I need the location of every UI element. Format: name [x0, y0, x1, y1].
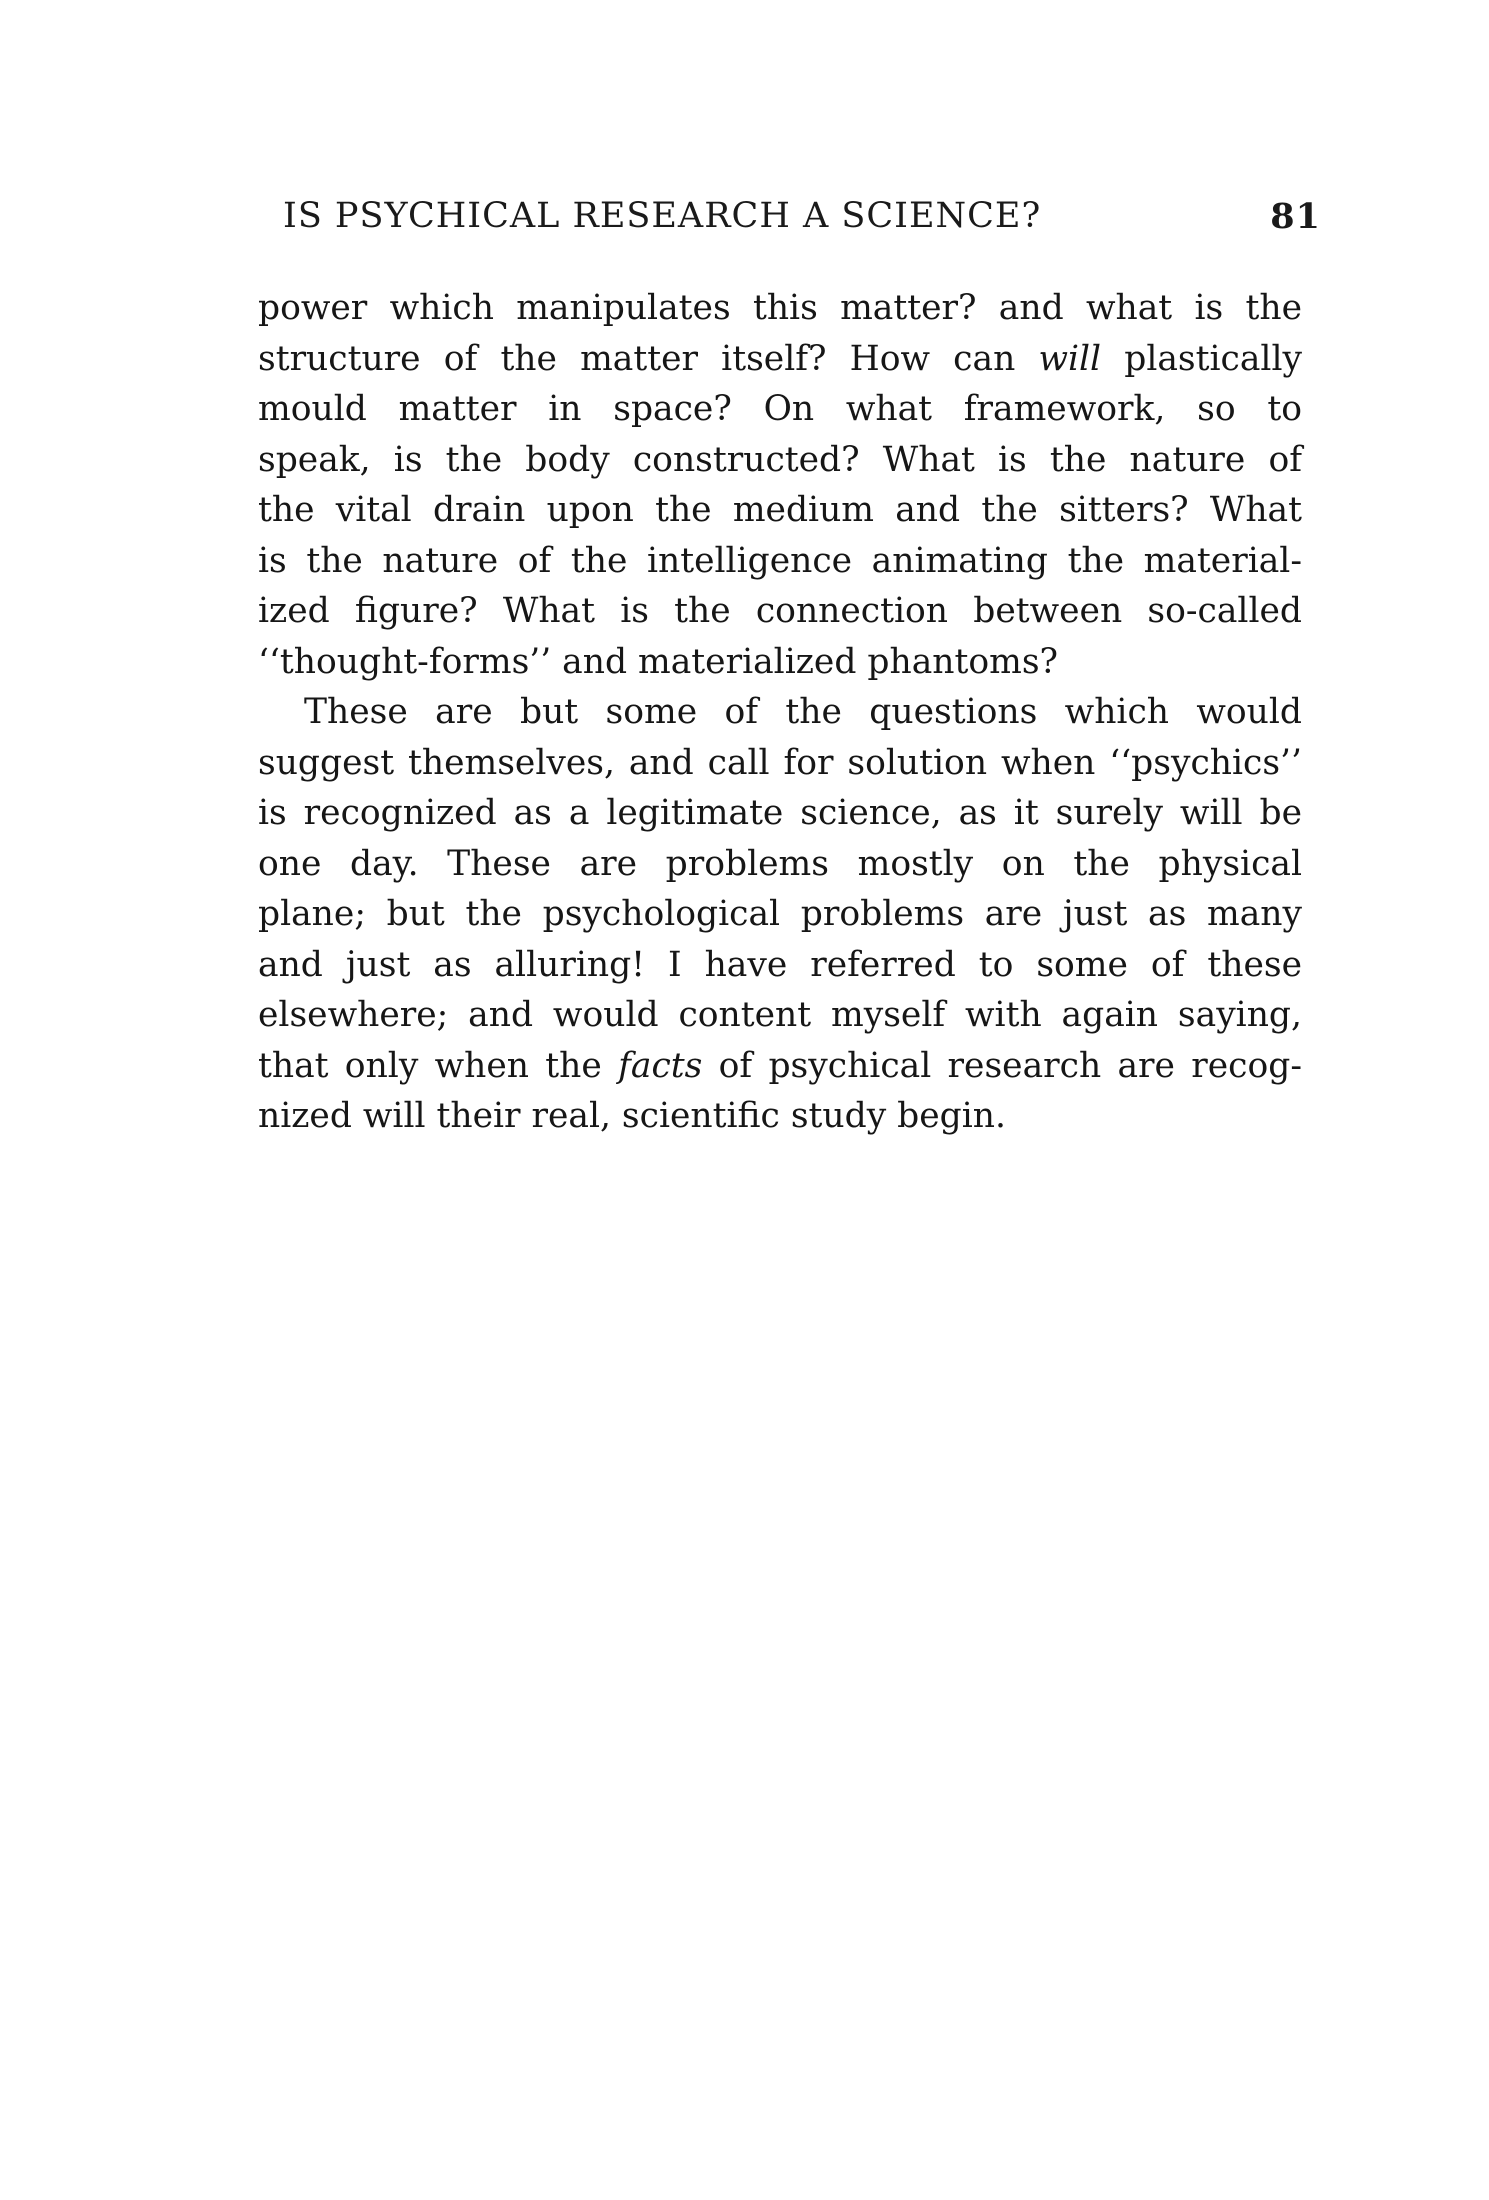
text-line: elsewhere; and would content myself with again saying, [258, 995, 1302, 1035]
text-run: structure of the matter itself? How can [258, 338, 1039, 379]
text-line: power which manipulates this matter? and what is the [258, 288, 1302, 328]
text-line: and just as alluring! I have referred to some of these [258, 944, 1302, 985]
text-line: speak, is the body constructed? What is the nature of [258, 439, 1302, 480]
text-run: plastically [1101, 338, 1302, 379]
paragraph-2 [258, 687, 1302, 1142]
emphasis-facts: facts [618, 1045, 703, 1086]
text-line: nized will their real, scientific study begin. [258, 1096, 1006, 1136]
text-run: of psychical research are recog- [702, 1045, 1302, 1086]
text-line: one day. These are problems mostly on the physical [258, 843, 1302, 884]
running-title: IS PSYCHICAL RESEARCH A SCIENCE? [283, 196, 1042, 236]
text-line: mould matter in space? On what framework, so to [258, 389, 1302, 429]
text-line: ized figure? What is the connection between so-called [258, 591, 1302, 631]
text-line: suggest themselves, and call for solution when ‘‘psychics’’ [258, 742, 1302, 783]
text-line [258, 334, 1302, 385]
text-line [258, 1041, 1302, 1092]
emphasis-will: will [1038, 338, 1102, 379]
running-head [283, 196, 1321, 250]
text-line: the vital drain upon the medium and the sitters? What [258, 490, 1302, 530]
text-run: that only when the [258, 1045, 619, 1086]
text-line: plane; but the psychological problems are just as many [258, 894, 1302, 934]
text-line: is recognized as a legitimate science, as it surely will be [258, 793, 1302, 833]
paragraph-1 [258, 283, 1302, 687]
text-line: is the nature of the intelligence animating the material- [258, 540, 1302, 581]
body-text [258, 283, 1302, 1142]
text-line: These are but some of the questions which would [304, 692, 1302, 732]
page-number: 81 [1270, 196, 1321, 237]
text-line: ‘‘thought-forms’’ and materialized phantoms? [258, 641, 1059, 682]
